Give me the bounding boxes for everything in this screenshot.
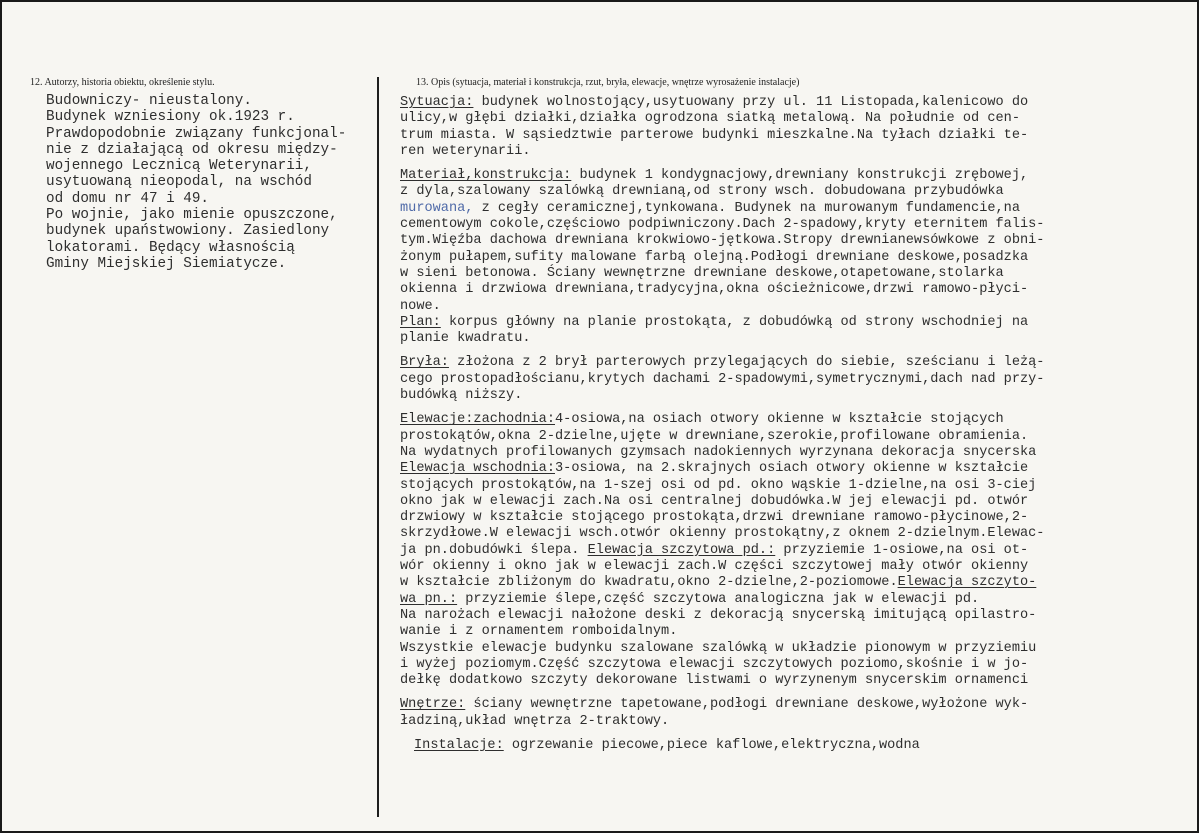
description-text: 3-osiowa, na 2.skrajnych osiach otwory okienne w kształcie <box>555 461 1029 477</box>
section-label: Elewacja szczyto- <box>897 575 1037 591</box>
section-label: Instalacje: <box>414 737 504 753</box>
description-line: żonym pułapem,sufity malowane farbą olejną.Podłogi drewniane deskowe,posadzka <box>400 249 1029 265</box>
description-line: Wszystkie elewacje budynku szalowane szalówką w układzie pionowym w przyziemiu <box>400 640 1037 656</box>
history-line: Prawdopodobnie związany funkcjonal- <box>46 125 347 142</box>
description-line: Na narożach elewacji nałożone deski z dekoracją snycerską imitującą opilastro- <box>400 607 1037 623</box>
description-line: ładziną,układ wnętrza 2-traktowy. <box>400 713 670 729</box>
section-label: Elewacje:zachodnia: <box>400 412 555 428</box>
description-line: ulicy,w głębi działki,działka ogrodzona siatką metalową. Na południe od cen- <box>400 111 1020 127</box>
description-text: budynek 1 kondygnacjowy,drewniany konstrukcji zrębowej, <box>571 168 1029 184</box>
description-text: złożona z 2 brył parterowych przylegających do siebie, sześcianu i leżą- <box>448 355 1045 371</box>
section-label: wa pn.: <box>400 591 458 607</box>
history-line: usytuowaną nieopodal, na wschód <box>46 174 312 191</box>
section-bryla <box>400 355 1198 404</box>
history-line: lokatorami. Będący własnością <box>46 239 295 256</box>
section-material <box>400 168 1198 315</box>
description-line: skrzydłowe.W elewacji wsch.otwór okienny prostokątny,z oknem 2-dzielnym.Elewac- <box>400 526 1045 542</box>
description-text: korpus główny na planie prostokąta, z dobudówką od strony wschodniej na <box>440 314 1029 330</box>
description-line: trum miasta. W sąsiedztwie parterowe budynki mieszkalne.Na tyłach działki te- <box>400 127 1029 143</box>
history-line: nie z działającą od okresu między- <box>46 141 338 158</box>
description-line: budówką niższy. <box>400 388 523 404</box>
history-line: Budynek wzniesiony ok.1923 r. <box>46 109 295 126</box>
history-line: wojennego Lecznicą Weterynarii, <box>46 158 312 175</box>
description-text: przyziemie 1-osiowe,na osi ot- <box>775 542 1029 558</box>
description-text: murowana, <box>400 200 474 216</box>
description-text: ogrzewanie piecowe,piece kaflowe,elektryczna,wodna <box>503 737 920 753</box>
description-text: ściany wewnętrzne tapetowane,podłogi drewniane deskowe,wyłożone wyk- <box>465 697 1029 713</box>
description-line: wanie i z ornamentem romboidalnym. <box>400 624 678 640</box>
left-section-header: 12. Autorzy, historia obiektu, określenie stylu. <box>30 77 215 88</box>
description-line: cementowym cokole,częściowo podpiwniczony.Dach 2-spadowy,kryty eternitem falis- <box>400 217 1045 233</box>
description-line: drzwiowy w kształcie stojącego prostokąta,drzwi drewniane ramowo-płycinowe,2- <box>400 510 1029 526</box>
description-line: planie kwadratu. <box>400 331 531 347</box>
section-label: Bryła: <box>400 355 449 371</box>
history-line: Budowniczy- nieustalony. <box>46 93 252 109</box>
section-label: Elewacja wschodnia: <box>400 461 555 477</box>
description-text: przyziemie ślepe,część szczytowa analogiczna jak w elewacji pd. <box>457 591 980 607</box>
description-text: 4-osiowa,na osiach otwory okienne w kształcie stojących <box>555 412 1004 428</box>
description-line: cego prostopadłościanu,krytych dachami 2-spadowymi,symetrycznymi,dach nad przy- <box>400 371 1045 387</box>
section-elewacje <box>400 412 1198 689</box>
description-line: w sieni betonowa. Ściany wewnętrzne drewniane deskowe,otapetowane,stolarka <box>400 265 1004 281</box>
section-label: Materiał,konstrukcja: <box>400 168 572 184</box>
description-line: ren weterynarii. <box>400 143 531 159</box>
history-line: budynek upaństwowiony. Zasiedlony <box>46 223 330 240</box>
description-line: tym.Więźba dachowa drewniana krokwiowo-jętkowa.Stropy drewnianewsówkowe z obni- <box>400 233 1045 249</box>
description-text: w kształcie zbliżonym do kwadratu,okno 2-dzielne,2-poziomowe. <box>400 575 898 591</box>
description-line: Na wydatnych profilowanych gzymsach nadokiennych wyrzynana dekoracja snycerska <box>400 444 1037 460</box>
history-line: Po wojnie, jako mienie opuszczone, <box>46 207 338 224</box>
history-line: Gminy Miejskiej Siemiatycze. <box>46 255 287 272</box>
description-text: budynek wolnostojący,usytuowany przy ul. 11 Listopada,kalenicowo do <box>473 95 1029 110</box>
description-line: i wyżej poziomym.Część szczytowa elewacji szczytowych poziomo,skośnie i w jo- <box>400 656 1029 672</box>
description-text: ja pn.dobudówki ślepa. <box>400 542 588 558</box>
description-line: okienna i drzwiowa drewniana,tradycyjna,okna ościeżnicowe,drzwi ramowo-płyci- <box>400 282 1029 298</box>
description-line: okno jak w elewacji zach.Na osi centralnej dobudówka.W jej elewacji pd. otwór <box>400 493 1029 509</box>
section-wnetrze <box>400 697 1198 730</box>
right-section-header: 13. Opis (sytuacja, materiał i konstrukcja, rzut, bryła, elewacje, wnętrze wyrosażenie instalacje) <box>416 77 800 88</box>
section-label: Sytuacja: <box>400 95 474 110</box>
section-instalacje <box>400 738 1198 754</box>
history-line: od domu nr 47 i 49. <box>46 190 210 207</box>
description-line: stojących prostokątów,na 1-szej osi od pd. okno wąskie 1-dzielne,na osi 3-ciej <box>400 477 1037 493</box>
description-line: prostokątów,okna 2-dzielne,ujęte w drewniane,szerokie,profilowane obramienia. <box>400 428 1029 444</box>
description-column <box>400 95 1198 754</box>
history-column <box>46 93 376 272</box>
section-plan <box>400 315 1198 348</box>
column-divider <box>377 77 379 817</box>
section-label: Plan: <box>400 314 441 330</box>
section-label: Elewacja szczytowa pd.: <box>587 542 776 558</box>
description-line: nowe. <box>400 298 441 314</box>
section-sytuacja <box>400 95 1198 160</box>
description-line: dełkę dodatkowo szczyty dekorowane listwami o wyrzynenym snycerskim ornamenci <box>400 673 1029 689</box>
section-label: Wnętrze: <box>400 697 466 713</box>
description-line: wór okienny i okno jak w elewacji zach.W części szczytowej mały otwór okienny <box>400 559 1029 575</box>
description-text: z cegły ceramicznej,tynkowana. Budynek na murowanym fundamencie,na <box>473 200 1020 216</box>
description-line: z dyla,szalowany szalówką drewnianą,od strony wsch. dobudowana przybudówka <box>400 184 1004 200</box>
